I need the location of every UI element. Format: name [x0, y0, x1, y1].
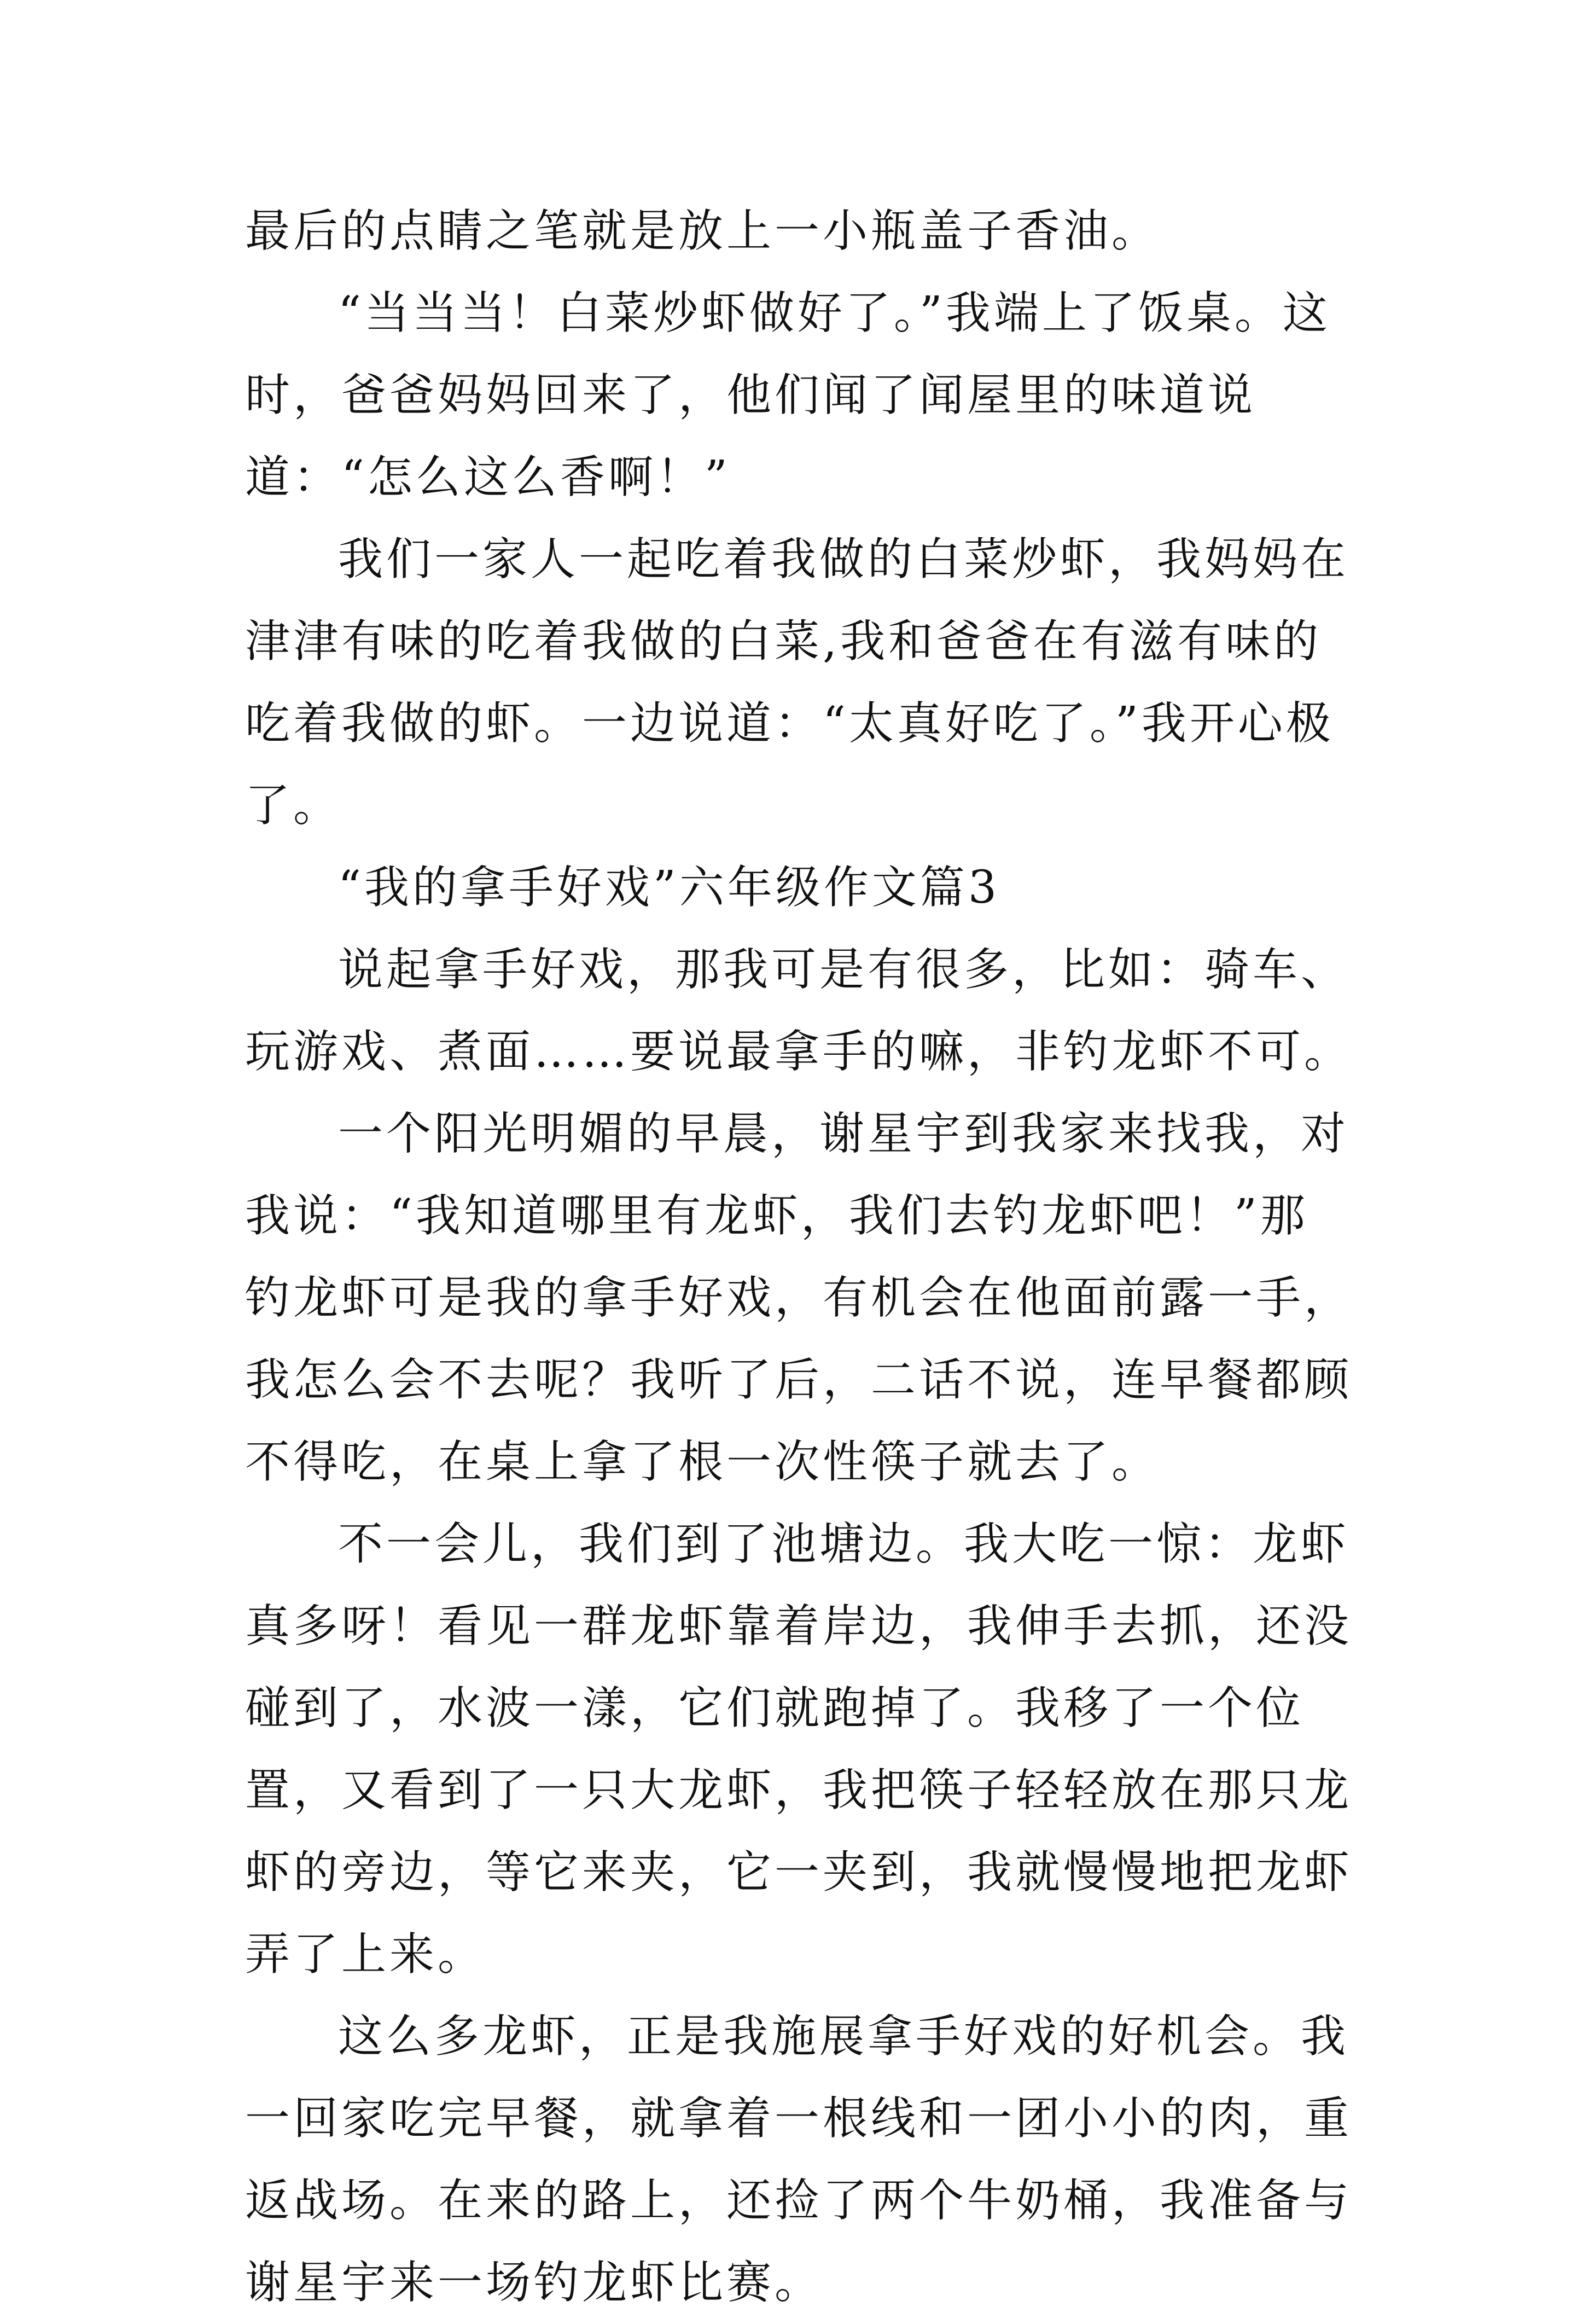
- paragraph-7: 不一会儿，我们到了池塘边。我大吃一惊：龙虾真多呀！看见一群龙虾靠着岸边，我伸手去抓，还没碰到了，水波一漾，它们就跑掉了。我移了一个位置，又看到了一只大龙虾，我把筷子轻轻放在那只龙虾的旁边，等它来夹，它一夹到，我就慢慢地把龙虾弄了上来。: [245, 1518, 1353, 1980]
- paragraph-3: 我们一家人一起吃着我做的白菜炒虾，我妈妈在津津有味的吃着我做的白菜,我和爸爸在有滋有味的吃着我做的虾。一边说道：“太真好吃了。”我开心极了。: [245, 533, 1349, 832]
- paragraph-5: 说起拿手好戏，那我可是有很多，比如：骑车、玩游戏、煮面……要说最拿手的嘛，非钓龙虾不可。: [245, 944, 1353, 1078]
- section-heading: “我的拿手好戏”六年级作文篇3: [338, 862, 1000, 914]
- paragraph-1: 最后的点睛之笔就是放上一小瓶盖子香油。: [245, 205, 1160, 257]
- document-body: [245, 190, 1355, 2324]
- paragraph-2: “当当当！白菜炒虾做好了。”我端上了饭桌。这时，爸爸妈妈回来了，他们闻了闻屋里的味道说道：“怎么这么香啊！”: [245, 287, 1331, 503]
- paragraph-8: 这么多龙虾，正是我施展拿手好戏的好机会。我一回家吃完早餐，就拿着一根线和一团小小的肉，重返战场。在来的路上，还捡了两个牛奶桶，我准备与谢星宇来一场钓龙虾比赛。: [245, 2011, 1353, 2309]
- paragraph-6: 一个阳光明媚的早晨，谢星宇到我家来找我，对我说：“我知道哪里有龙虾，我们去钓龙虾吧！”那钓龙虾可是我的拿手好戏，有机会在他面前露一手，我怎么会不去呢？我听了后，二话不说，连早餐都顾不得吃，在桌上拿了根一次性筷子就去了。: [245, 1108, 1353, 1488]
